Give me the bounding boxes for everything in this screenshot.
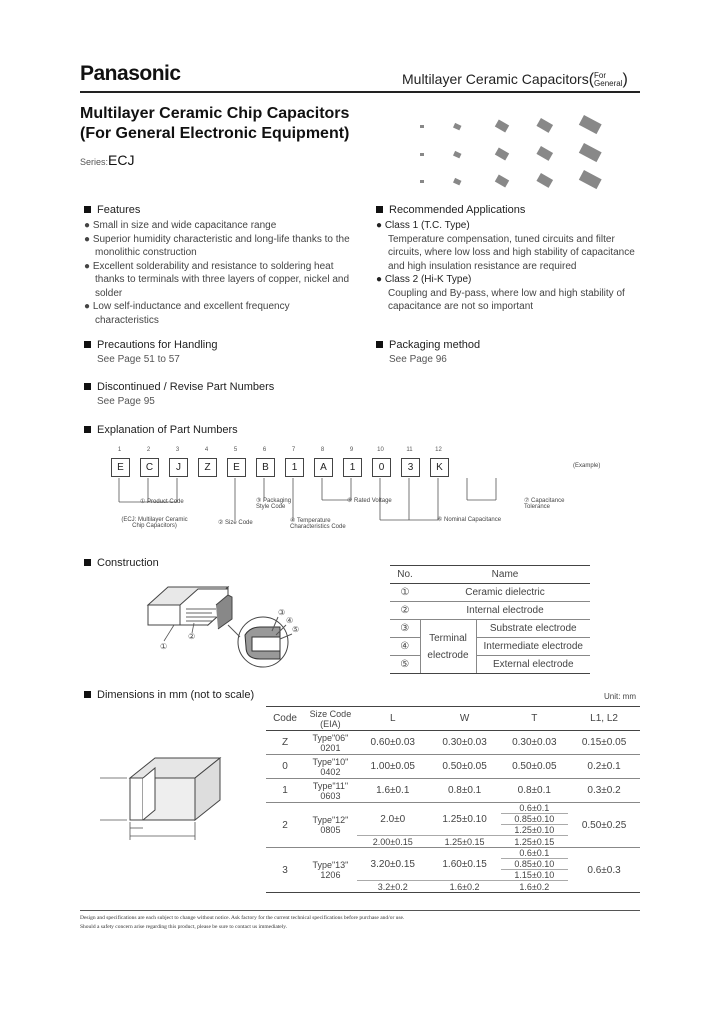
square-bullet-icon xyxy=(84,383,91,390)
series-name: ECJ xyxy=(108,152,135,168)
col-no-header: No. xyxy=(397,569,413,580)
doc-title-line2: (For General Electronic Equipment) xyxy=(80,125,350,142)
tolerance-label: ⑦ Capacitance Tolerance xyxy=(524,498,565,510)
cell-name: Ceramic dielectric xyxy=(465,587,545,598)
square-bullet-icon xyxy=(84,206,91,213)
partnum-char-box: B xyxy=(256,458,275,477)
feature-item: ● Excellent solderability and resistance to soldering heat thanks to terminals with three layers of copper, nickel and solder xyxy=(84,260,350,299)
feature-text: Small in size and wide capacitance range xyxy=(92,220,277,231)
dim-l12: 0.3±0.2 xyxy=(587,785,621,796)
partnum-char-box: 0 xyxy=(372,458,391,477)
square-bullet-icon xyxy=(84,559,91,566)
footer-line2: Should a safety concern arise regarding this product, please be sure to contact us immediately. xyxy=(80,924,288,930)
dim-l12: 0.2±0.1 xyxy=(587,761,621,772)
dim-t: 0.50±0.05 xyxy=(512,761,557,772)
partnum-char-box: E xyxy=(111,458,130,477)
dim-row-1 xyxy=(266,779,640,803)
class1-title: ● Class 1 (T.C. Type) xyxy=(376,220,470,231)
col-code: Code xyxy=(273,713,297,724)
partnum-index: 11 xyxy=(406,447,413,453)
dim-l: 3.2±0.2 xyxy=(377,881,408,892)
series-prefix: Series: xyxy=(80,157,109,167)
packaging-style-label: ③ Packaging Style Code xyxy=(256,498,292,510)
dim-l12: 0.15±0.05 xyxy=(581,737,627,748)
square-bullet-icon xyxy=(84,426,91,433)
dim-code: Z xyxy=(281,737,289,748)
class1-text: Temperature compensation, tuned circuits and filter circuits, where low loss and high stability of capacitance and high insulation resistance are required xyxy=(388,233,635,272)
dim-t: 0.85±0.10 xyxy=(501,814,569,825)
size-type: Type"12" xyxy=(312,815,349,825)
dimension-drawing xyxy=(95,750,255,850)
cell-no: ② xyxy=(400,605,410,616)
dim-l: 2.0±0 xyxy=(380,813,406,825)
dimensions-table xyxy=(266,706,640,893)
partnum-char-box: E xyxy=(227,458,246,477)
applications-list xyxy=(376,219,641,314)
construction-row xyxy=(390,584,590,602)
features-list xyxy=(84,219,354,327)
ecj-label xyxy=(112,517,197,529)
packaging-text: See Page 96 xyxy=(389,354,447,365)
partnum-index: 2 xyxy=(146,447,151,453)
dimensions-heading-text: Dimensions in mm (not to scale) xyxy=(97,689,255,701)
partnum-boxes xyxy=(111,458,571,480)
electrode-label: electrode xyxy=(427,649,469,661)
ecj-label-2: Chip Capacitors) xyxy=(132,523,177,529)
cell-no: ⑤ xyxy=(400,659,410,670)
partnum-index: 12 xyxy=(435,447,442,453)
chip-image xyxy=(453,151,461,158)
dim-code: 3 xyxy=(266,848,304,893)
callout-5: ⑤ xyxy=(292,625,300,634)
size-type: Type"10" xyxy=(312,756,349,767)
dim-w: 1.6±0.2 xyxy=(449,881,480,892)
dim-w: 0.30±0.03 xyxy=(442,737,487,748)
detail-leader xyxy=(228,625,240,637)
col-t: T xyxy=(531,713,538,724)
product-photo xyxy=(410,115,630,200)
dim-t: 1.25±0.15 xyxy=(514,836,555,847)
handling-heading-text: Precautions for Handling xyxy=(97,339,218,351)
partnum-index: 9 xyxy=(349,447,354,453)
footer-rule xyxy=(80,910,640,911)
class2-text: Coupling and By-pass, where low and high stability of capacitance are not so important xyxy=(388,287,625,312)
dim-row-2 xyxy=(266,803,640,814)
packaging-heading-text: Packaging method xyxy=(389,339,481,351)
partnum-index: 10 xyxy=(377,447,384,453)
terminal-electrode-cell xyxy=(420,620,476,674)
size-eia: 0402 xyxy=(320,766,341,777)
class2-title: ● Class 2 (Hi-K Type) xyxy=(376,274,472,285)
dim-t: 0.6±0.1 xyxy=(501,803,569,814)
header-rule xyxy=(80,91,640,93)
col-l: L xyxy=(389,713,396,724)
brand-logo: Panasonic xyxy=(80,62,181,85)
temp-char-label: ④ Temperature Characteristics Code xyxy=(290,518,346,530)
leader-1 xyxy=(164,625,174,641)
feature-text: Superior humidity characteristic and long-life thanks to the monolithic construction xyxy=(92,233,350,258)
footer-notice xyxy=(80,914,640,932)
size-eia: 0201 xyxy=(320,742,341,753)
partnum-index: 4 xyxy=(204,447,209,453)
class2-title-text: Class 2 (Hi-K Type) xyxy=(384,274,472,285)
applications-heading xyxy=(376,204,525,216)
dim-size xyxy=(304,779,357,803)
chip-image xyxy=(495,148,509,161)
dim-l12: 0.50±0.25 xyxy=(568,803,640,848)
partnum-example: (Example) xyxy=(573,463,601,469)
dim-w: 0.8±0.1 xyxy=(447,785,482,796)
partnum-char-box: K xyxy=(430,458,449,477)
dim-w: 1.25±0.10 xyxy=(442,813,487,825)
dim-w: 0.50±0.05 xyxy=(442,761,487,772)
col-name-header: Name xyxy=(491,569,519,580)
size-eia: 0805 xyxy=(320,825,341,835)
cell-no: ③ xyxy=(400,623,410,634)
chip-image xyxy=(495,120,509,133)
dim-l: 1.6±0.1 xyxy=(376,785,410,796)
partnum-index: 5 xyxy=(233,447,238,453)
header-title: Multilayer Ceramic Capacitors(For General) xyxy=(402,71,628,89)
chip-image xyxy=(536,118,553,133)
class1-title-text: Class 1 (T.C. Type) xyxy=(384,220,470,231)
partnum-char-box: 1 xyxy=(285,458,304,477)
discontinued-heading xyxy=(84,381,274,393)
callout-3: ③ xyxy=(278,608,286,617)
chip-image xyxy=(579,143,602,162)
partnum-char-box: C xyxy=(140,458,159,477)
chip-image xyxy=(579,115,602,134)
dimensions-heading xyxy=(84,689,254,701)
chip-image xyxy=(453,178,461,185)
square-bullet-icon xyxy=(84,691,91,698)
callout-1: ① xyxy=(160,642,168,651)
cell-name: Substrate electrode xyxy=(489,623,577,634)
partnum-char-box: A xyxy=(314,458,333,477)
applications-heading-text: Recommended Applications xyxy=(389,204,526,216)
callout-2: ② xyxy=(188,632,196,641)
partnum-index: 3 xyxy=(175,447,180,453)
partnum-char-box: Z xyxy=(198,458,217,477)
dim-t: 0.85±0.10 xyxy=(501,859,569,870)
construction-heading-text: Construction xyxy=(97,557,159,569)
feature-text: Excellent solderability and resistance to soldering heat thanks to terminals with three layers of copper, nickel and solder xyxy=(92,260,350,299)
dim-row-z xyxy=(266,731,640,755)
header-general: General xyxy=(594,79,623,89)
detail-body xyxy=(252,637,280,651)
chip-image xyxy=(453,123,461,130)
square-bullet-icon xyxy=(84,341,91,348)
callout-4: ④ xyxy=(286,616,294,625)
feature-text: Low self-inductance and excellent frequency characteristics xyxy=(92,301,290,326)
size-eia: 0603 xyxy=(320,790,341,801)
dim-code: 0 xyxy=(282,761,288,772)
dim-size xyxy=(304,803,357,848)
dim-t: 0.8±0.1 xyxy=(517,785,551,796)
dim-size xyxy=(304,848,357,893)
partnum-index: 8 xyxy=(320,447,325,453)
dim-row-0 xyxy=(266,755,640,779)
thickness-dim xyxy=(100,778,127,820)
dim-t: 1.6±0.2 xyxy=(519,881,550,892)
cell-no: ④ xyxy=(400,641,410,652)
doc-title-line1: Multilayer Ceramic Chip Capacitors xyxy=(80,105,350,122)
feature-item: ● Superior humidity characteristic and long-life thanks to the monolithic construction xyxy=(84,233,350,258)
feature-item: ● Low self-inductance and excellent frequency characteristics xyxy=(84,301,290,326)
partnum-heading xyxy=(84,424,238,436)
packaging-heading xyxy=(376,339,480,351)
dim-row-3 xyxy=(266,848,640,859)
handling-heading xyxy=(84,339,217,351)
square-bullet-icon xyxy=(376,341,383,348)
construction-row xyxy=(390,602,590,620)
partnum-heading-text: Explanation of Part Numbers xyxy=(97,424,238,436)
square-bullet-icon xyxy=(376,206,383,213)
size-code-label: ② Size Code xyxy=(218,520,253,526)
dim-size xyxy=(304,731,357,755)
chip-image xyxy=(495,175,509,188)
features-heading xyxy=(84,204,140,216)
dim-t: 0.30±0.03 xyxy=(512,737,557,748)
cell-name: External electrode xyxy=(492,659,574,670)
electrode-left xyxy=(130,778,143,820)
col-w: W xyxy=(459,713,470,724)
ecj-label-1: (ECJ: Multilayer Ceramic xyxy=(121,517,188,523)
partnum-char-box: J xyxy=(169,458,188,477)
col-l12: L1, L2 xyxy=(590,713,618,724)
cell-no: ① xyxy=(400,587,410,598)
doc-title xyxy=(80,104,349,144)
cell-name: Internal electrode xyxy=(466,605,544,616)
header-for: For xyxy=(594,71,607,81)
dim-t: 0.6±0.1 xyxy=(501,848,569,859)
length-dim xyxy=(130,822,195,840)
construction-table xyxy=(390,565,590,674)
partnum-index: 7 xyxy=(291,447,296,453)
size-type: Type"11" xyxy=(312,780,349,791)
partnum-index: 6 xyxy=(262,447,267,453)
series-label xyxy=(80,152,134,168)
chip-image xyxy=(536,146,553,161)
leader-tolerance xyxy=(467,478,496,500)
header-title-qualifier xyxy=(594,72,622,88)
chip-image xyxy=(536,173,553,188)
dim-l: 2.00±0.15 xyxy=(372,836,413,847)
cell-name: Intermediate electrode xyxy=(483,641,583,652)
size-type: Type"06" xyxy=(312,732,349,743)
size-eia: 1206 xyxy=(320,870,341,880)
dim-l: 1.00±0.05 xyxy=(370,761,415,772)
unit-label: Unit: mm xyxy=(604,692,636,701)
dim-l12: 0.6±0.3 xyxy=(568,848,640,893)
nominal-cap-label: ⑥ Nominal Capacitance xyxy=(437,517,502,523)
dim-l: 3.20±0.15 xyxy=(370,858,415,870)
construction-heading xyxy=(84,557,159,569)
construction-diagram xyxy=(120,575,320,675)
partnum-index: 1 xyxy=(117,447,122,453)
discontinued-text: See Page 95 xyxy=(97,396,155,407)
footer-line1: Design and specifications are each subject to change without notice. Ask factory for the current technical specifications before purchase and/or use. xyxy=(80,915,405,921)
partnum-char-box: 3 xyxy=(401,458,420,477)
chip-image xyxy=(420,180,424,183)
dim-size xyxy=(304,755,357,779)
discontinued-heading-text: Discontinued / Revise Part Numbers xyxy=(97,381,275,393)
features-heading-text: Features xyxy=(97,204,141,216)
dim-w: 1.60±0.15 xyxy=(442,858,487,870)
dim-code: 2 xyxy=(266,803,304,848)
dim-w: 1.25±0.15 xyxy=(444,836,485,847)
size-type: Type"13" xyxy=(312,860,349,870)
product-code-label: ① Product Code xyxy=(140,499,184,505)
dim-t: 1.25±0.10 xyxy=(514,825,555,835)
rated-voltage-label: ⑤ Rated Voltage xyxy=(347,498,392,504)
terminal-label: Terminal xyxy=(429,632,467,644)
feature-item: ● Small in size and wide capacitance range xyxy=(84,220,277,231)
chip-image xyxy=(420,153,424,156)
handling-text: See Page 51 to 57 xyxy=(97,354,180,365)
dim-t: 1.15±0.10 xyxy=(514,870,555,880)
dim-l: 0.60±0.03 xyxy=(370,737,415,748)
chip-image xyxy=(579,170,602,189)
partnum-char-box: 1 xyxy=(343,458,362,477)
construction-row xyxy=(390,620,590,638)
dim-code: 1 xyxy=(282,785,288,796)
col-size: Size Code (EIA) xyxy=(309,708,352,729)
dim-header-row xyxy=(266,707,640,731)
header-title-text: Multilayer Ceramic Capacitors xyxy=(402,71,589,87)
chip-image xyxy=(420,125,424,128)
